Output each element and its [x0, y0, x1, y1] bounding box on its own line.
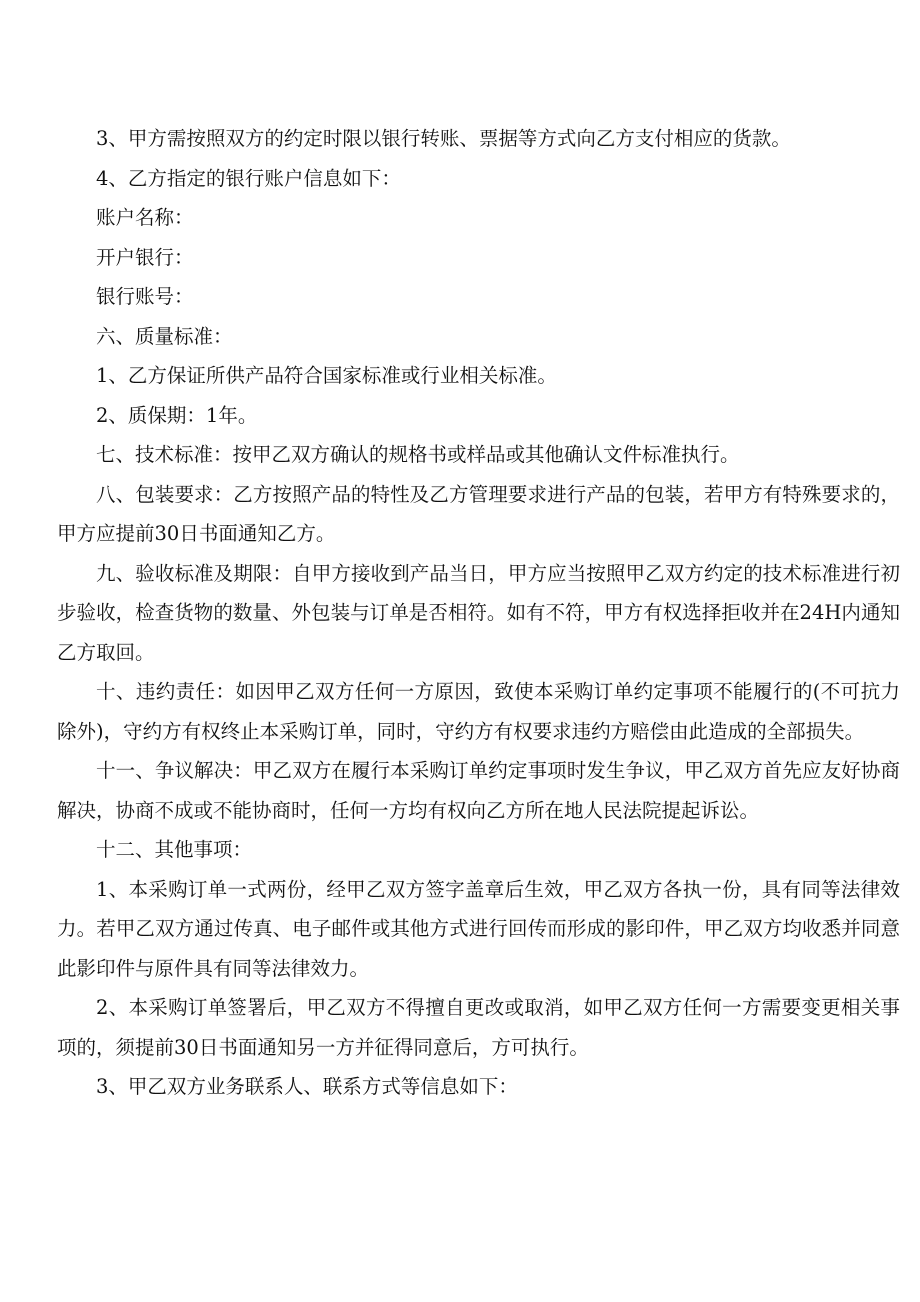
bank-name-line: 开户银行： [96, 245, 194, 269]
quality-standard-heading: 六、质量标准： [96, 324, 233, 348]
warranty-period-clause: 2、质保期：1年。 [96, 403, 258, 427]
liability-clause: 十、违约责任：如因甲乙双方任何一方原因，致使本采购订单约定事项不能履行的(不可抗力除外)，守约方有权终止本采购订单，同时，守约方有权要求违约方赔偿由此造成的全部损失。 [57, 680, 900, 743]
dispute-clause: 十一、争议解决：甲乙双方在履行本采购订单约定事项时发生争议，甲乙双方首先应友好协商解决，协商不成或不能协商时，任何一方均有权向乙方所在地人民法院提起诉讼。 [57, 759, 900, 822]
contacts-intro: 3、甲乙双方业务联系人、联系方式等信息如下： [96, 1075, 518, 1098]
account-name-line: 账户名称： [96, 206, 194, 229]
acceptance-clause: 九、验收标准及期限：自甲方接收到产品当日，甲方应当按照甲乙双方约定的技术标准进行初步验收，检查货物的数量、外包装与订单是否相符。如有不符，甲方有权选择拒收并在24H内通知乙方取回。 [57, 561, 900, 664]
payment-method-clause: 3、甲方需按照双方的约定时限以银行转账、票据等方式向乙方支付相应的货款。 [96, 127, 791, 150]
technical-standard-clause: 七、技术标准：按甲乙双方确认的规格书或样品或其他确认文件标准执行。 [96, 443, 740, 466]
contract-page [57, 119, 900, 1107]
quality-standard-clause: 1、乙方保证所供产品符合国家标准或行业相关标准。 [96, 364, 557, 387]
other-matters-heading: 十二、其他事项： [96, 838, 253, 861]
packaging-clause: 八、包装要求：乙方按照产品的特性及乙方管理要求进行产品的包装，若甲方有特殊要求的，甲方应提前30日书面通知乙方。 [57, 482, 900, 545]
account-number-line: 银行账号： [96, 285, 194, 308]
bank-account-intro: 4、乙方指定的银行账户信息如下： [96, 166, 401, 190]
modification-clause: 2、本采购订单签署后，甲乙双方不得擅自更改或取消，如甲乙双方任何一方需要变更相关事项的，须提前30日书面通知另一方并征得同意后，方可执行。 [57, 996, 900, 1059]
copies-clause: 1、本采购订单一式两份，经甲乙双方签字盖章后生效，甲乙双方各执一份，具有同等法律效力。若甲乙双方通过传真、电子邮件或其他方式进行回传而形成的影印件，甲乙双方均收悉并同意此影印件与原件具有同等法律效力。 [57, 877, 900, 980]
